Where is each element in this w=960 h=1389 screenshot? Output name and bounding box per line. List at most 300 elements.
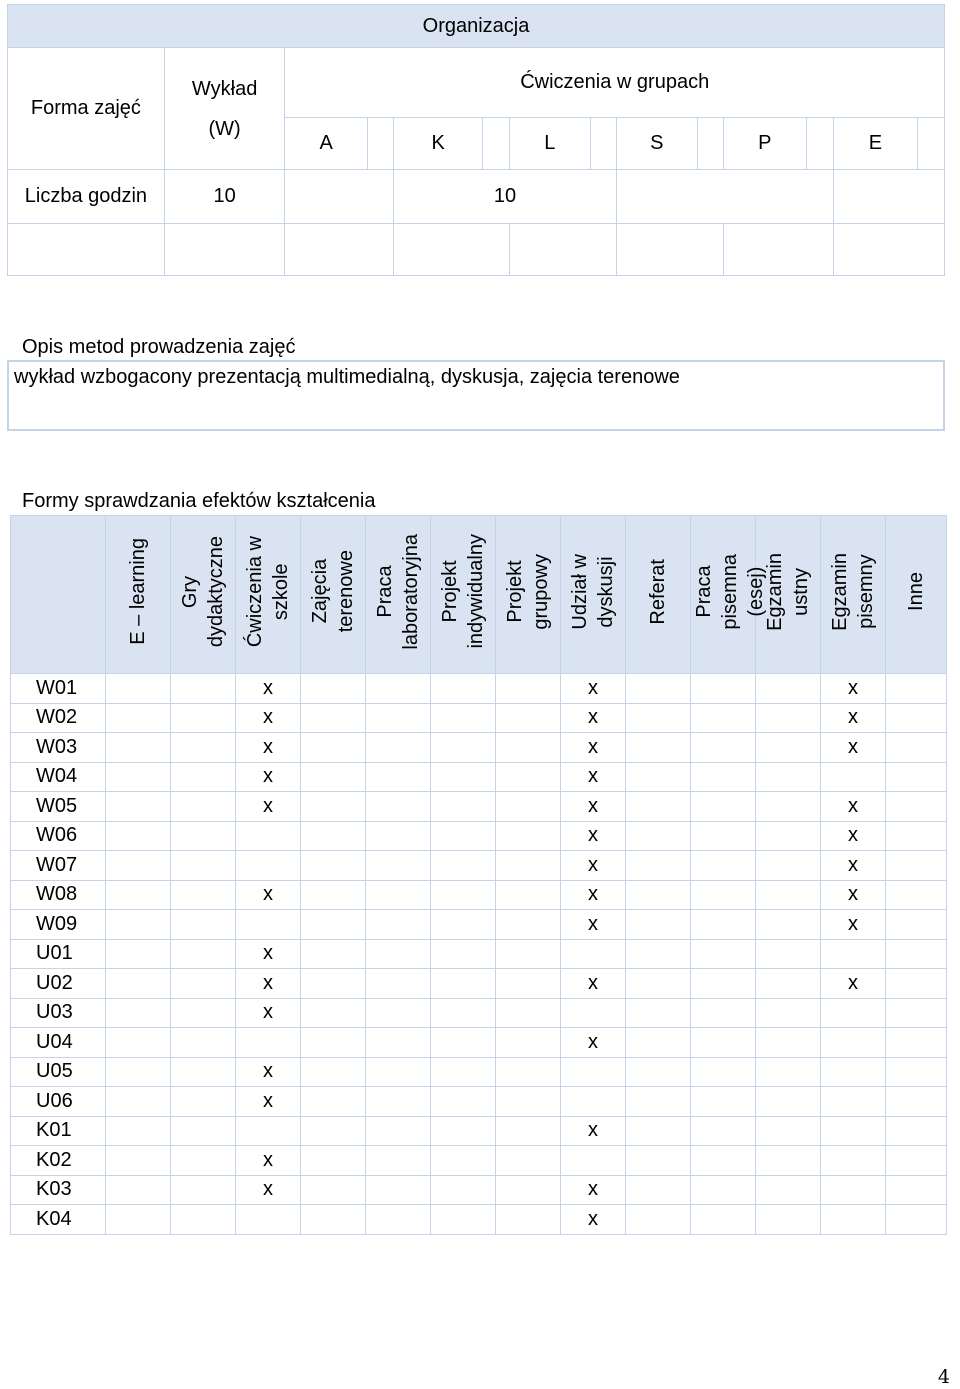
table-row	[11, 969, 947, 999]
mark-cell	[366, 998, 431, 1028]
mark-cell	[886, 969, 947, 999]
mark-cell	[626, 939, 691, 969]
table-row	[11, 762, 947, 792]
mark-cell	[756, 969, 821, 999]
mark-cell: x	[561, 821, 626, 851]
mark-cell	[886, 910, 947, 940]
mark-cell	[496, 939, 561, 969]
mark-cell	[756, 998, 821, 1028]
mark-cell	[431, 998, 496, 1028]
effect-code: W04	[11, 762, 106, 792]
mark-cell	[171, 1028, 236, 1058]
mark-cell	[301, 703, 366, 733]
mark-cell: x	[236, 969, 301, 999]
column-header-label: Egzamin pisemny	[829, 552, 877, 631]
mark-cell	[691, 998, 756, 1028]
mark-cell	[496, 1028, 561, 1058]
mark-cell	[496, 851, 561, 881]
group-p: P	[723, 118, 806, 170]
empty-cell	[393, 224, 509, 276]
mark-cell	[626, 1175, 691, 1205]
column-header	[301, 516, 366, 674]
mark-cell	[886, 1028, 947, 1058]
mark-cell	[106, 851, 171, 881]
mark-cell	[171, 733, 236, 763]
mark-cell	[431, 969, 496, 999]
mark-cell	[821, 939, 886, 969]
mark-cell	[626, 1057, 691, 1087]
table-row	[11, 880, 947, 910]
mark-cell	[236, 821, 301, 851]
mark-cell	[106, 1087, 171, 1117]
effect-code: W01	[11, 674, 106, 704]
mark-cell	[171, 674, 236, 704]
liczba-godzin-label: Liczba godzin	[8, 170, 165, 224]
mark-cell	[171, 703, 236, 733]
mark-cell	[301, 1057, 366, 1087]
mark-cell	[821, 1146, 886, 1176]
cwiczenia-hours: 10	[393, 170, 616, 224]
effect-code: W02	[11, 703, 106, 733]
column-header	[756, 516, 821, 674]
mark-cell: x	[821, 880, 886, 910]
mark-cell: x	[236, 1057, 301, 1087]
mark-cell	[236, 851, 301, 881]
wyklad-header	[164, 48, 285, 170]
mark-cell	[366, 969, 431, 999]
mark-cell	[496, 762, 561, 792]
mark-cell	[626, 821, 691, 851]
mark-cell	[366, 910, 431, 940]
mark-cell	[301, 733, 366, 763]
mark-cell: x	[821, 792, 886, 822]
empty-cell	[617, 224, 724, 276]
mark-cell: x	[561, 969, 626, 999]
mark-cell	[886, 1087, 947, 1117]
mark-cell	[366, 1116, 431, 1146]
mark-cell	[886, 998, 947, 1028]
effect-code: W09	[11, 910, 106, 940]
mark-cell	[106, 703, 171, 733]
mark-cell	[366, 821, 431, 851]
group-spacer	[367, 118, 393, 170]
mark-cell	[886, 851, 947, 881]
mark-cell	[756, 703, 821, 733]
mark-cell	[756, 1146, 821, 1176]
column-header	[821, 516, 886, 674]
mark-cell	[886, 703, 947, 733]
empty-cell	[164, 224, 285, 276]
table-row	[11, 939, 947, 969]
mark-cell	[691, 733, 756, 763]
mark-cell	[431, 1146, 496, 1176]
organizacja-title: Organizacja	[8, 5, 945, 48]
table-row	[11, 1205, 947, 1235]
mark-cell	[496, 1205, 561, 1235]
group-l: L	[509, 118, 590, 170]
mark-cell: x	[561, 1205, 626, 1235]
effect-code: W05	[11, 792, 106, 822]
effect-code: U05	[11, 1057, 106, 1087]
mark-cell	[821, 1057, 886, 1087]
mark-cell: x	[561, 851, 626, 881]
mark-cell: x	[561, 674, 626, 704]
mark-cell	[366, 792, 431, 822]
mark-cell	[756, 851, 821, 881]
empty-cell	[509, 224, 617, 276]
mark-cell	[691, 792, 756, 822]
mark-cell	[431, 880, 496, 910]
mark-cell	[691, 880, 756, 910]
mark-cell	[301, 1116, 366, 1146]
mark-cell: x	[821, 851, 886, 881]
mark-cell	[106, 998, 171, 1028]
mark-cell	[106, 939, 171, 969]
wyklad-hours: 10	[164, 170, 285, 224]
mark-cell	[431, 1087, 496, 1117]
mark-cell	[496, 733, 561, 763]
mark-cell	[171, 1116, 236, 1146]
mark-cell	[691, 1057, 756, 1087]
mark-cell	[366, 733, 431, 763]
mark-cell	[691, 910, 756, 940]
mark-cell: x	[561, 880, 626, 910]
column-header-label: Praca laboratoryjna	[374, 533, 422, 650]
mark-cell	[106, 762, 171, 792]
mark-cell	[626, 1146, 691, 1176]
mark-cell	[756, 733, 821, 763]
mark-cell	[366, 1057, 431, 1087]
mark-cell	[691, 969, 756, 999]
mark-cell	[626, 1028, 691, 1058]
column-header-label: Zajęcia terenowe	[309, 550, 357, 633]
table-row	[11, 703, 947, 733]
mark-cell	[821, 762, 886, 792]
mark-cell	[431, 674, 496, 704]
mark-cell: x	[236, 1146, 301, 1176]
mark-cell	[821, 1028, 886, 1058]
mark-cell: x	[236, 674, 301, 704]
mark-cell	[366, 1146, 431, 1176]
mark-cell	[171, 880, 236, 910]
empty-cell	[834, 224, 945, 276]
mark-cell	[886, 880, 947, 910]
mark-cell: x	[561, 703, 626, 733]
mark-cell	[496, 969, 561, 999]
mark-cell	[886, 821, 947, 851]
mark-cell	[886, 733, 947, 763]
column-header	[561, 516, 626, 674]
mark-cell	[106, 1175, 171, 1205]
column-header-label: Gry dydaktyczne	[179, 535, 227, 648]
mark-cell	[431, 1175, 496, 1205]
mark-cell	[366, 880, 431, 910]
mark-cell	[691, 1028, 756, 1058]
mark-cell	[496, 703, 561, 733]
mark-cell	[691, 703, 756, 733]
group-k: K	[393, 118, 482, 170]
mark-cell	[236, 1028, 301, 1058]
mark-cell	[496, 880, 561, 910]
mark-cell	[496, 821, 561, 851]
mark-cell: x	[561, 733, 626, 763]
mark-cell	[106, 821, 171, 851]
mark-cell	[171, 969, 236, 999]
group-e: E	[834, 118, 917, 170]
mark-cell	[366, 1087, 431, 1117]
mark-cell: x	[821, 969, 886, 999]
table-row	[11, 821, 947, 851]
table-row	[11, 1087, 947, 1117]
mark-cell: x	[236, 1087, 301, 1117]
column-header-label: E – learning	[127, 538, 149, 645]
empty-cell	[617, 170, 834, 224]
mark-cell	[691, 821, 756, 851]
mark-cell	[886, 1057, 947, 1087]
mark-cell: x	[236, 733, 301, 763]
formy-table	[10, 515, 947, 1235]
mark-cell	[171, 1146, 236, 1176]
column-header-label: Ćwiczenia w szkole	[244, 535, 292, 648]
mark-cell	[886, 1205, 947, 1235]
mark-cell	[756, 880, 821, 910]
mark-cell	[756, 939, 821, 969]
mark-cell	[496, 1175, 561, 1205]
mark-cell	[821, 1087, 886, 1117]
mark-cell	[106, 733, 171, 763]
column-header-label: Projekt indywidualny	[439, 534, 487, 649]
mark-cell: x	[821, 703, 886, 733]
column-header	[496, 516, 561, 674]
mark-cell	[236, 910, 301, 940]
mark-cell	[496, 998, 561, 1028]
mark-cell	[626, 733, 691, 763]
cwiczenia-header: Ćwiczenia w grupach	[285, 48, 945, 118]
table-row	[11, 674, 947, 704]
column-header-label: Udział w dyskusji	[569, 553, 617, 630]
mark-cell	[691, 851, 756, 881]
mark-cell	[171, 821, 236, 851]
mark-cell	[431, 821, 496, 851]
mark-cell	[561, 1057, 626, 1087]
mark-cell	[561, 1146, 626, 1176]
mark-cell	[301, 792, 366, 822]
mark-cell	[431, 939, 496, 969]
column-header	[236, 516, 301, 674]
mark-cell	[301, 1028, 366, 1058]
mark-cell	[431, 792, 496, 822]
mark-cell	[756, 762, 821, 792]
mark-cell	[431, 1028, 496, 1058]
mark-cell: x	[236, 792, 301, 822]
mark-cell: x	[561, 1028, 626, 1058]
column-header-label: Referat	[647, 558, 669, 625]
mark-cell	[886, 792, 947, 822]
mark-cell	[886, 762, 947, 792]
mark-cell	[691, 1087, 756, 1117]
mark-cell	[496, 1116, 561, 1146]
mark-cell	[171, 1057, 236, 1087]
mark-cell	[626, 1205, 691, 1235]
table-row	[11, 1028, 947, 1058]
column-header	[431, 516, 496, 674]
mark-cell	[171, 851, 236, 881]
mark-cell: x	[561, 792, 626, 822]
mark-cell	[301, 674, 366, 704]
table-row	[11, 851, 947, 881]
mark-cell	[496, 792, 561, 822]
mark-cell: x	[561, 1175, 626, 1205]
group-spacer	[483, 118, 509, 170]
group-spacer	[697, 118, 723, 170]
mark-cell	[106, 969, 171, 999]
mark-cell	[431, 703, 496, 733]
mark-cell: x	[236, 939, 301, 969]
table-row	[11, 733, 947, 763]
mark-cell	[496, 910, 561, 940]
mark-cell	[106, 1057, 171, 1087]
mark-cell: x	[821, 910, 886, 940]
mark-cell	[756, 1057, 821, 1087]
mark-cell	[431, 1205, 496, 1235]
mark-cell	[626, 998, 691, 1028]
mark-cell	[756, 910, 821, 940]
mark-cell	[561, 1087, 626, 1117]
mark-cell	[756, 1028, 821, 1058]
mark-cell	[691, 762, 756, 792]
mark-cell	[106, 910, 171, 940]
mark-cell	[626, 1116, 691, 1146]
mark-cell	[301, 1205, 366, 1235]
mark-cell	[366, 1175, 431, 1205]
column-header-label: Inne	[905, 572, 927, 611]
table-row	[11, 1057, 947, 1087]
mark-cell	[236, 1116, 301, 1146]
effect-code: W08	[11, 880, 106, 910]
effect-code: K02	[11, 1146, 106, 1176]
table-row	[11, 910, 947, 940]
effect-code: K04	[11, 1205, 106, 1235]
table-row	[11, 1175, 947, 1205]
group-spacer	[917, 118, 944, 170]
mark-cell	[301, 1146, 366, 1176]
mark-cell	[171, 939, 236, 969]
group-a: A	[285, 118, 367, 170]
mark-cell	[626, 674, 691, 704]
empty-cell	[834, 170, 945, 224]
effect-code: U02	[11, 969, 106, 999]
mark-cell	[496, 674, 561, 704]
mark-cell	[171, 792, 236, 822]
mark-cell	[756, 1205, 821, 1235]
mark-cell	[756, 821, 821, 851]
mark-cell	[106, 1146, 171, 1176]
mark-cell	[301, 762, 366, 792]
mark-cell	[171, 998, 236, 1028]
empty-cell	[723, 224, 834, 276]
column-header	[691, 516, 767, 674]
mark-cell	[171, 1175, 236, 1205]
effect-code: W06	[11, 821, 106, 851]
table-row	[11, 1146, 947, 1176]
mark-cell	[431, 910, 496, 940]
mark-cell	[821, 1205, 886, 1235]
mark-cell: x	[561, 910, 626, 940]
mark-cell	[431, 762, 496, 792]
mark-cell	[301, 998, 366, 1028]
effect-code: K01	[11, 1116, 106, 1146]
effect-code: K03	[11, 1175, 106, 1205]
table-row	[11, 1116, 947, 1146]
group-spacer	[807, 118, 834, 170]
column-header-label: Egzamin ustny	[764, 552, 812, 631]
mark-cell: x	[236, 998, 301, 1028]
mark-cell: x	[236, 762, 301, 792]
mark-cell	[431, 733, 496, 763]
mark-cell	[626, 762, 691, 792]
mark-cell	[171, 910, 236, 940]
mark-cell	[171, 1087, 236, 1117]
forma-zajec-label: Forma zajęć	[8, 48, 165, 170]
mark-cell	[301, 969, 366, 999]
mark-cell	[756, 1087, 821, 1117]
mark-cell	[106, 674, 171, 704]
empty-cell	[285, 224, 394, 276]
mark-cell	[756, 1116, 821, 1146]
effect-code: W03	[11, 733, 106, 763]
mark-cell	[821, 998, 886, 1028]
mark-cell	[301, 851, 366, 881]
mark-cell	[106, 1205, 171, 1235]
mark-cell: x	[821, 821, 886, 851]
effect-code: U01	[11, 939, 106, 969]
mark-cell	[366, 1205, 431, 1235]
mark-cell	[626, 792, 691, 822]
mark-cell	[366, 851, 431, 881]
opis-text: wykład wzbogacony prezentacją multimedialną, dyskusja, zajęcia terenowe	[14, 366, 680, 388]
mark-cell	[626, 703, 691, 733]
column-header	[106, 516, 171, 674]
mark-cell	[366, 1028, 431, 1058]
mark-cell	[626, 880, 691, 910]
mark-cell: x	[821, 733, 886, 763]
mark-cell	[886, 1146, 947, 1176]
mark-cell	[626, 910, 691, 940]
group-spacer	[590, 118, 616, 170]
organizacja-table	[7, 4, 945, 276]
mark-cell	[626, 969, 691, 999]
mark-cell: x	[236, 1175, 301, 1205]
group-s: S	[617, 118, 697, 170]
mark-cell	[561, 939, 626, 969]
mark-cell	[366, 674, 431, 704]
mark-cell	[301, 939, 366, 969]
effect-code: U04	[11, 1028, 106, 1058]
opis-title: Opis metod prowadzenia zajęć	[22, 336, 296, 358]
mark-cell	[886, 1116, 947, 1146]
mark-cell	[301, 821, 366, 851]
corner-cell	[11, 516, 106, 674]
mark-cell	[691, 1146, 756, 1176]
effect-code: W07	[11, 851, 106, 881]
mark-cell	[756, 1175, 821, 1205]
table-row	[11, 998, 947, 1028]
column-header	[171, 516, 236, 674]
mark-cell	[171, 762, 236, 792]
mark-cell	[691, 1175, 756, 1205]
formy-title: Formy sprawdzania efektów kształcenia	[22, 490, 376, 512]
empty-cell	[8, 224, 165, 276]
